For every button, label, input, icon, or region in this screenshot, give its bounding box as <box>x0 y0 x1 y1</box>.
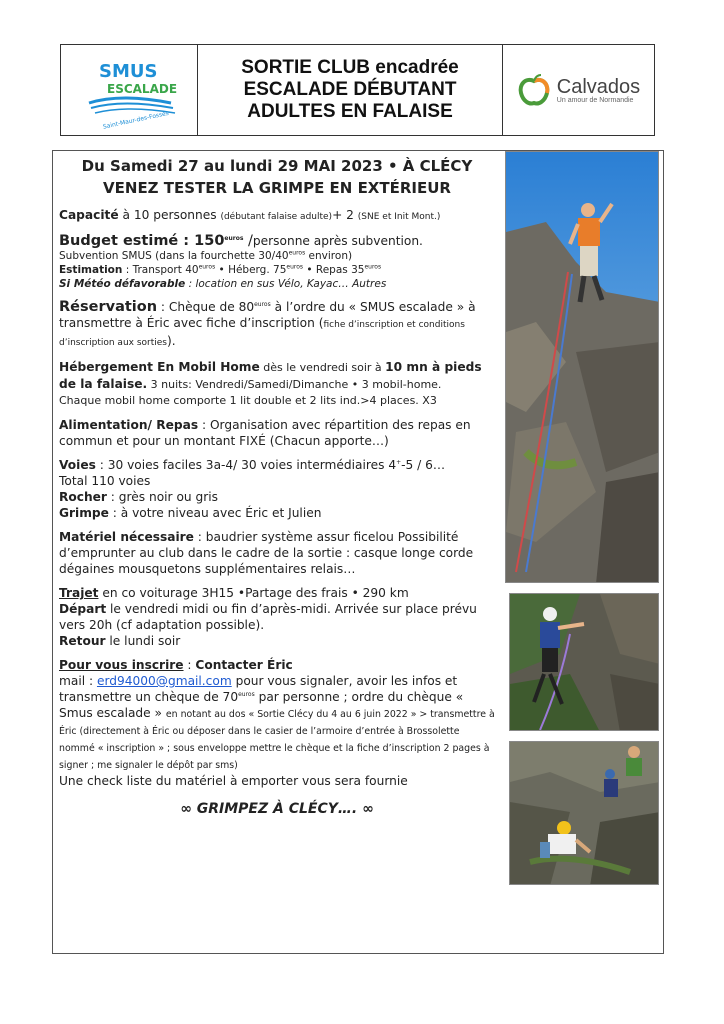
alimentation-line <box>59 417 495 449</box>
capacity-extra: + 2 <box>332 208 358 222</box>
logo-town-text: Saint-Maur-des-Fossés <box>102 109 170 131</box>
header-title <box>198 45 503 135</box>
reservation-text: à l’ordre du « SMUS escalade » à transmettre à Éric avec fiche d’inscription ( <box>59 300 476 330</box>
hebergement-line <box>59 359 495 393</box>
trajet-line <box>59 585 495 601</box>
apple-icon <box>517 73 551 107</box>
main-content-box <box>52 150 664 954</box>
meteo-text: : location en sus Vélo, Kayac… Autres <box>185 278 387 290</box>
calvados-logo <box>503 45 654 135</box>
footer-slogan: ∞ GRIMPEZ À CLÉCY…. ∞ <box>180 801 374 817</box>
estimation-line <box>59 263 495 277</box>
rocher-label: Rocher <box>59 490 107 504</box>
smus-logo-graphic <box>61 45 196 135</box>
mail-currency: euros <box>238 690 255 698</box>
hebergement-detail: Chaque mobil home comporte 1 lit double et 2 lits ind.>4 places. X3 <box>59 394 437 407</box>
rocher-line <box>59 489 495 505</box>
alimentation-label: Alimentation/ Repas <box>59 418 199 432</box>
event-tagline-heading: VENEZ TESTER LA GRIMPE EN EXTÉRIEUR <box>103 179 451 197</box>
total-line: Total 110 voies <box>59 474 151 488</box>
climbers-photo-bottom <box>509 741 659 885</box>
voies-text-end: -5 / 6… <box>401 458 446 472</box>
subvention-text: Subvention SMUS (dans la fourchette 30/40 <box>59 250 289 262</box>
estimation-currency-2: euros <box>286 263 304 271</box>
event-dates-heading: Du Samedi 27 au lundi 29 MAI 2023 • À CLÉCY <box>81 157 473 175</box>
estimation-heberg: • Héberg. 75 <box>215 264 287 276</box>
mail-label: mail : <box>59 674 97 688</box>
logo-escalade-text: ESCALADE <box>107 82 178 96</box>
subvention-line <box>59 249 495 263</box>
subvention-currency: euros <box>288 249 306 257</box>
title-line-2: ESCALADE DÉBUTANT <box>243 79 457 100</box>
voies-plus: + <box>396 458 402 466</box>
meteo-label: Si Météo défavorable <box>59 278 186 290</box>
title-line-1: SORTIE CLUB encadrée <box>241 57 459 78</box>
capacity-note: (débutant falaise adulte) <box>220 212 333 222</box>
materiel-text: : baudrier système assur ficelou Possibilité d’emprunter au club dans le cadre de la sortie : casque longe corde dégaines mousquetons supplémentaires relais… <box>59 530 474 576</box>
alimentation-text: : Organisation avec répartition des repas en commun et pour un montant FIXÉ (Chacun apporte…) <box>59 418 471 448</box>
grimpe-label: Grimpe <box>59 506 109 520</box>
budget-slash: / <box>243 233 253 249</box>
calvados-name: Calvados <box>556 75 641 98</box>
email-link[interactable]: erd94000@gmail.com <box>96 674 232 688</box>
title-line-3: ADULTES EN FALAISE <box>247 101 453 122</box>
budget-label: Budget estimé : 150 <box>59 233 225 249</box>
rocher-text: : grès noir ou gris <box>106 490 218 504</box>
grimpe-text: : à votre niveau avec Éric et Julien <box>108 506 322 520</box>
header-table <box>60 44 655 136</box>
retour-label: Retour <box>59 634 106 648</box>
budget-rest: personne après subvention. <box>252 234 423 248</box>
estimation-repas: • Repas 35 <box>303 264 365 276</box>
meteo-line <box>59 277 495 291</box>
inscription-line <box>59 657 495 673</box>
budget-currency: euros <box>224 234 244 242</box>
materiel-line <box>59 529 495 577</box>
mail-instructions: en notant au dos « Sortie Clécy du 4 au 6 juin 2022 » > transmettre à Éric (directement à Éric ou déposer dans le casier de l’armoire d’entrée à Brossolette nommé « inscription » ; sous enveloppe mettre le chèque et la fiche d’inscription 2 pages à signer ; me signaler le dépôt par sms) <box>59 709 495 771</box>
grimpe-line <box>59 505 495 521</box>
reservation-amount: : Chèque de 80 <box>157 300 255 314</box>
voies-text: : 30 voies faciles 3a-4/ 30 voies intermédiaires 4 <box>95 458 397 472</box>
capacity-label: Capacité <box>59 208 119 222</box>
inscription-label: Pour vous inscrire <box>59 658 184 672</box>
mail-text-2: par personne ; ordre du chèque « Smus escalade » <box>59 690 464 720</box>
retour-text: le lundi soir <box>105 634 181 648</box>
estimation-currency-3: euros <box>364 263 382 271</box>
materiel-label: Matériel nécessaire <box>59 530 194 544</box>
reservation-label: Réservation <box>59 299 158 315</box>
reservation-note: fiche d’inscription et conditions d’inscription aux sorties <box>59 320 465 348</box>
hebergement-distance: 10 mn à pieds de la falaise. <box>59 360 482 391</box>
reservation-end: ). <box>167 334 176 348</box>
depart-text: le vendredi midi ou fin d’après-midi. Arrivée sur place prévu vers 20h (cf adaptation possible). <box>59 602 477 632</box>
reservation-currency: euros <box>254 300 271 308</box>
capacity-line <box>59 207 495 225</box>
subvention-end: environ) <box>305 250 353 262</box>
retour-line <box>59 633 495 649</box>
hebergement-nights: 3 nuits: Vendredi/Samedi/Dimanche • 3 mobil-home. <box>147 378 442 391</box>
budget-line <box>59 233 495 249</box>
calvados-tagline: Un amour de Normandie <box>556 96 634 104</box>
climber-photo-graphic <box>506 152 659 583</box>
climber-photo-large <box>505 151 659 583</box>
smus-escalade-logo <box>61 45 198 135</box>
voies-label: Voies <box>59 458 96 472</box>
reservation-line <box>59 299 495 351</box>
capacity-value: à 10 personnes <box>118 208 221 222</box>
climber-photo-2-graphic <box>510 594 659 731</box>
mail-paragraph <box>59 673 495 773</box>
estimation-currency-1: euros <box>198 263 216 271</box>
hebergement-label: Hébergement En Mobil Home <box>59 360 260 374</box>
checklist-line: Une check liste du matériel à emporter vous sera fournie <box>59 774 408 788</box>
contact-name: Contacter Éric <box>195 658 293 672</box>
trajet-label: Trajet <box>59 586 99 600</box>
inscription-sep: : <box>183 658 196 672</box>
depart-label: Départ <box>59 602 107 616</box>
voies-line <box>59 457 495 473</box>
estimation-transport: : Transport 40 <box>122 264 199 276</box>
depart-line <box>59 601 495 633</box>
mail-text: pour vous signaler, avoir les infos et transmettre un chèque de 70 <box>59 674 458 704</box>
logo-smus-text: SMUS <box>99 61 158 82</box>
climber-photo-middle <box>509 593 659 731</box>
climbers-photo-3-graphic <box>510 742 659 885</box>
trajet-text: en co voiturage 3H15 •Partage des frais • 290 km <box>98 586 409 600</box>
estimation-label: Estimation <box>59 264 123 276</box>
hebergement-text: dès le vendredi soir à <box>259 361 386 374</box>
capacity-extra-note: (SNE et Init Mont.) <box>357 212 441 222</box>
info-text <box>59 155 495 817</box>
